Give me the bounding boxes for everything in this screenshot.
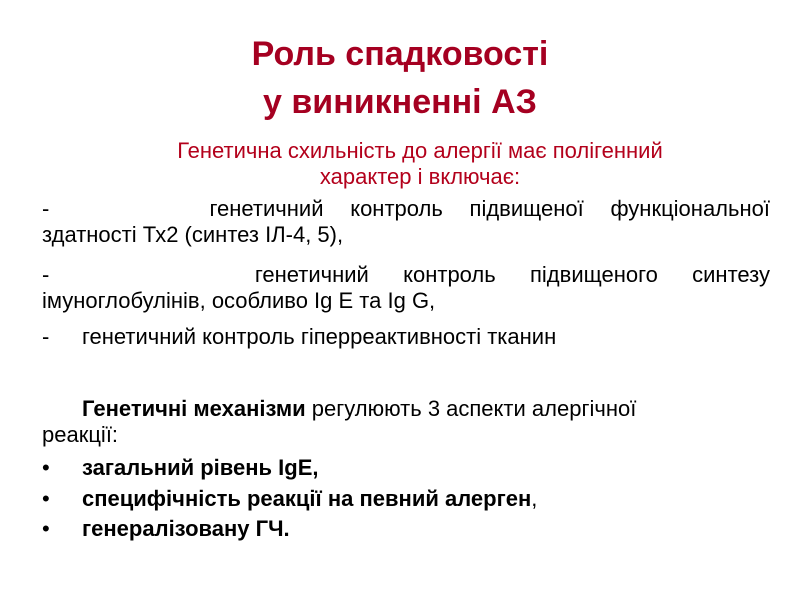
word: підвищеного bbox=[530, 262, 658, 287]
dash-item-2 bbox=[42, 262, 770, 314]
intro-line-1: Генетична схильність до алергії має полігенний bbox=[177, 138, 663, 163]
word: підвищеної bbox=[469, 196, 584, 221]
bullet-text bbox=[82, 486, 537, 512]
bullet-marker: • bbox=[42, 455, 50, 480]
mechanisms-line-1 bbox=[42, 396, 770, 422]
dash-item-1-line-1 bbox=[42, 196, 770, 222]
bullet-marker: • bbox=[42, 486, 50, 511]
intro-text bbox=[60, 138, 780, 190]
word: контроль bbox=[403, 262, 496, 287]
word: генетичний bbox=[254, 262, 369, 287]
title-line-1: Роль спадковості bbox=[251, 35, 549, 73]
bullet-rest: , bbox=[531, 486, 538, 511]
word: контроль bbox=[350, 196, 443, 221]
dash-item-1 bbox=[42, 196, 770, 248]
bullet-bold: специфічність реакції на певний алерген bbox=[82, 486, 532, 511]
bullet-marker: • bbox=[42, 516, 50, 541]
bullet-text bbox=[82, 516, 290, 542]
dash-marker: - bbox=[42, 262, 50, 287]
dash-item-2-line-1 bbox=[42, 262, 770, 288]
dash-marker: - bbox=[42, 196, 50, 221]
bullet-bold: загальний рівень IgE, bbox=[82, 455, 319, 480]
dash-item-2-line-2: імуноглобулінів, особливо Ig E та Ig G, bbox=[42, 288, 436, 313]
intro-line-2: характер і включає: bbox=[319, 164, 521, 189]
dash-item-3-line-1: генетичний контроль гіперреактивності тканин bbox=[82, 324, 557, 349]
dash-item-1-line-2: здатності Тх2 (синтез ІЛ-4, 5), bbox=[42, 222, 344, 247]
mechanisms-bold: Генетичні механізми bbox=[82, 396, 306, 421]
bullet-text bbox=[82, 455, 319, 481]
mechanisms-line-2: реакції: bbox=[42, 422, 119, 447]
title-line-2: у виникненні АЗ bbox=[263, 83, 537, 121]
bullet-bold: генералізовану ГЧ. bbox=[82, 516, 290, 541]
word: генетичний bbox=[209, 196, 324, 221]
mechanisms-rest: регулюють 3 аспекти алергічної bbox=[305, 396, 637, 421]
dash-marker: - bbox=[42, 324, 50, 349]
mechanisms-paragraph bbox=[42, 396, 770, 448]
slide-title bbox=[0, 30, 800, 126]
word: функціональної bbox=[610, 196, 770, 221]
word: синтезу bbox=[692, 262, 770, 287]
